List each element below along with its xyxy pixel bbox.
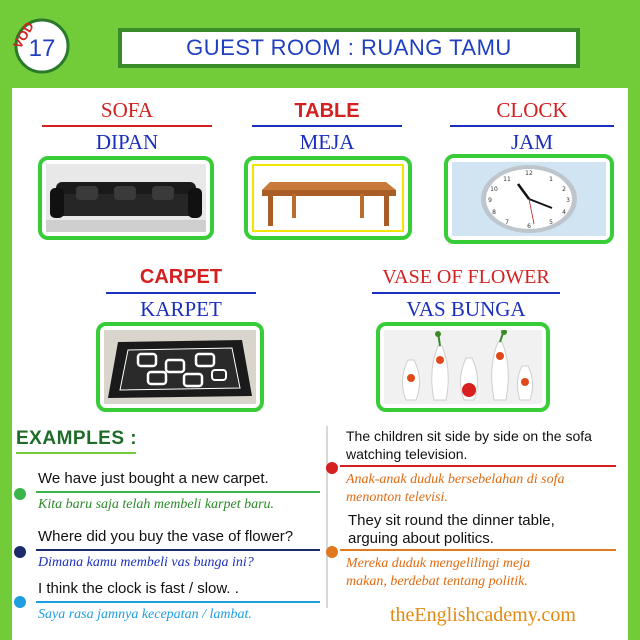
svg-text:9: 9	[488, 197, 492, 204]
column-divider	[326, 426, 328, 608]
bullet-orange	[326, 546, 338, 558]
example-id-2: Dimana kamu membeli vas bunga ini?	[38, 555, 254, 570]
clock-icon	[452, 162, 606, 236]
rule-sofa	[42, 125, 212, 127]
example-en-r2b: arguing about politics.	[348, 530, 494, 547]
word-id-clock: JAM	[510, 130, 553, 154]
example-en-r1a: The children sit side by side on the sofa	[346, 428, 592, 444]
word-en-vase: VASE OF FLOWER	[382, 266, 550, 288]
rule-table	[252, 125, 402, 127]
bullet-navy	[14, 546, 26, 558]
table-icon	[252, 164, 404, 232]
example-rule-2	[36, 549, 320, 551]
examples-heading: EXAMPLES :	[16, 428, 138, 449]
badge-number: 17	[28, 35, 56, 62]
example-rule-3	[36, 601, 320, 603]
bullet-green	[14, 488, 26, 500]
vase-icon	[384, 330, 542, 404]
example-en-r2a: They sit round the dinner table,	[348, 512, 555, 529]
examples-underline	[16, 452, 136, 454]
example-rule-r2	[340, 549, 616, 551]
word-id-carpet: KARPET	[140, 297, 222, 321]
picture-table	[244, 156, 412, 240]
example-rule-1	[36, 491, 320, 493]
svg-text:4: 4	[562, 209, 566, 216]
word-en-table: TABLE	[294, 100, 360, 122]
word-id-sofa: DIPAN	[95, 130, 159, 154]
example-id-r1b: menonton televisi.	[346, 490, 448, 505]
picture-sofa	[38, 156, 214, 240]
word-id-vase: VAS BUNGA	[406, 297, 526, 321]
bullet-blue	[14, 596, 26, 608]
badge-vod: VOD	[9, 19, 37, 52]
example-id-1: Kita baru saja telah membeli karpet baru.	[38, 497, 275, 512]
svg-text:8: 8	[492, 209, 496, 216]
example-en-2: Where did you buy the vase of flower?	[38, 528, 294, 545]
vod-badge	[6, 8, 72, 74]
example-rule-r1	[340, 465, 616, 467]
picture-clock	[444, 154, 614, 244]
svg-text:10: 10	[490, 186, 498, 193]
example-id-r2b: makan, berdebat tentang politik.	[346, 574, 528, 589]
bullet-red	[326, 462, 338, 474]
svg-text:1: 1	[549, 176, 553, 183]
svg-text:12: 12	[525, 170, 533, 177]
word-id-table: MEJA	[299, 130, 355, 154]
svg-text:11: 11	[503, 176, 511, 183]
svg-text:6: 6	[527, 223, 531, 230]
rule-clock	[450, 125, 614, 127]
example-en-r1b: watching television.	[346, 446, 468, 462]
svg-text:5: 5	[549, 219, 553, 226]
picture-carpet	[96, 322, 264, 412]
title-box	[118, 28, 580, 68]
example-id-r2a: Mereka duduk mengelilingi meja	[346, 556, 531, 571]
example-en-3: I think the clock is fast / slow. .	[38, 580, 239, 597]
example-en-1: We have just bought a new carpet.	[38, 470, 269, 487]
rule-carpet	[106, 292, 256, 294]
carpet-icon	[104, 330, 256, 404]
word-en-carpet: CARPET	[139, 266, 223, 288]
svg-text:2: 2	[562, 186, 566, 193]
word-en-sofa: SOFA	[100, 98, 154, 122]
word-en-clock: CLOCK	[496, 98, 568, 122]
svg-text:7: 7	[505, 219, 509, 226]
example-id-r1a: Anak-anak duduk bersebelahan di sofa	[346, 472, 565, 487]
page-title: GUEST ROOM : RUANG TAMU	[186, 35, 512, 60]
footer-website: theEnglishcademy.com	[390, 604, 576, 626]
svg-text:3: 3	[566, 197, 570, 204]
example-id-3: Saya rasa jamnya kecepatan / lambat.	[38, 607, 252, 622]
sofa-icon	[46, 164, 206, 232]
picture-vase	[376, 322, 550, 412]
rule-vase	[372, 292, 560, 294]
